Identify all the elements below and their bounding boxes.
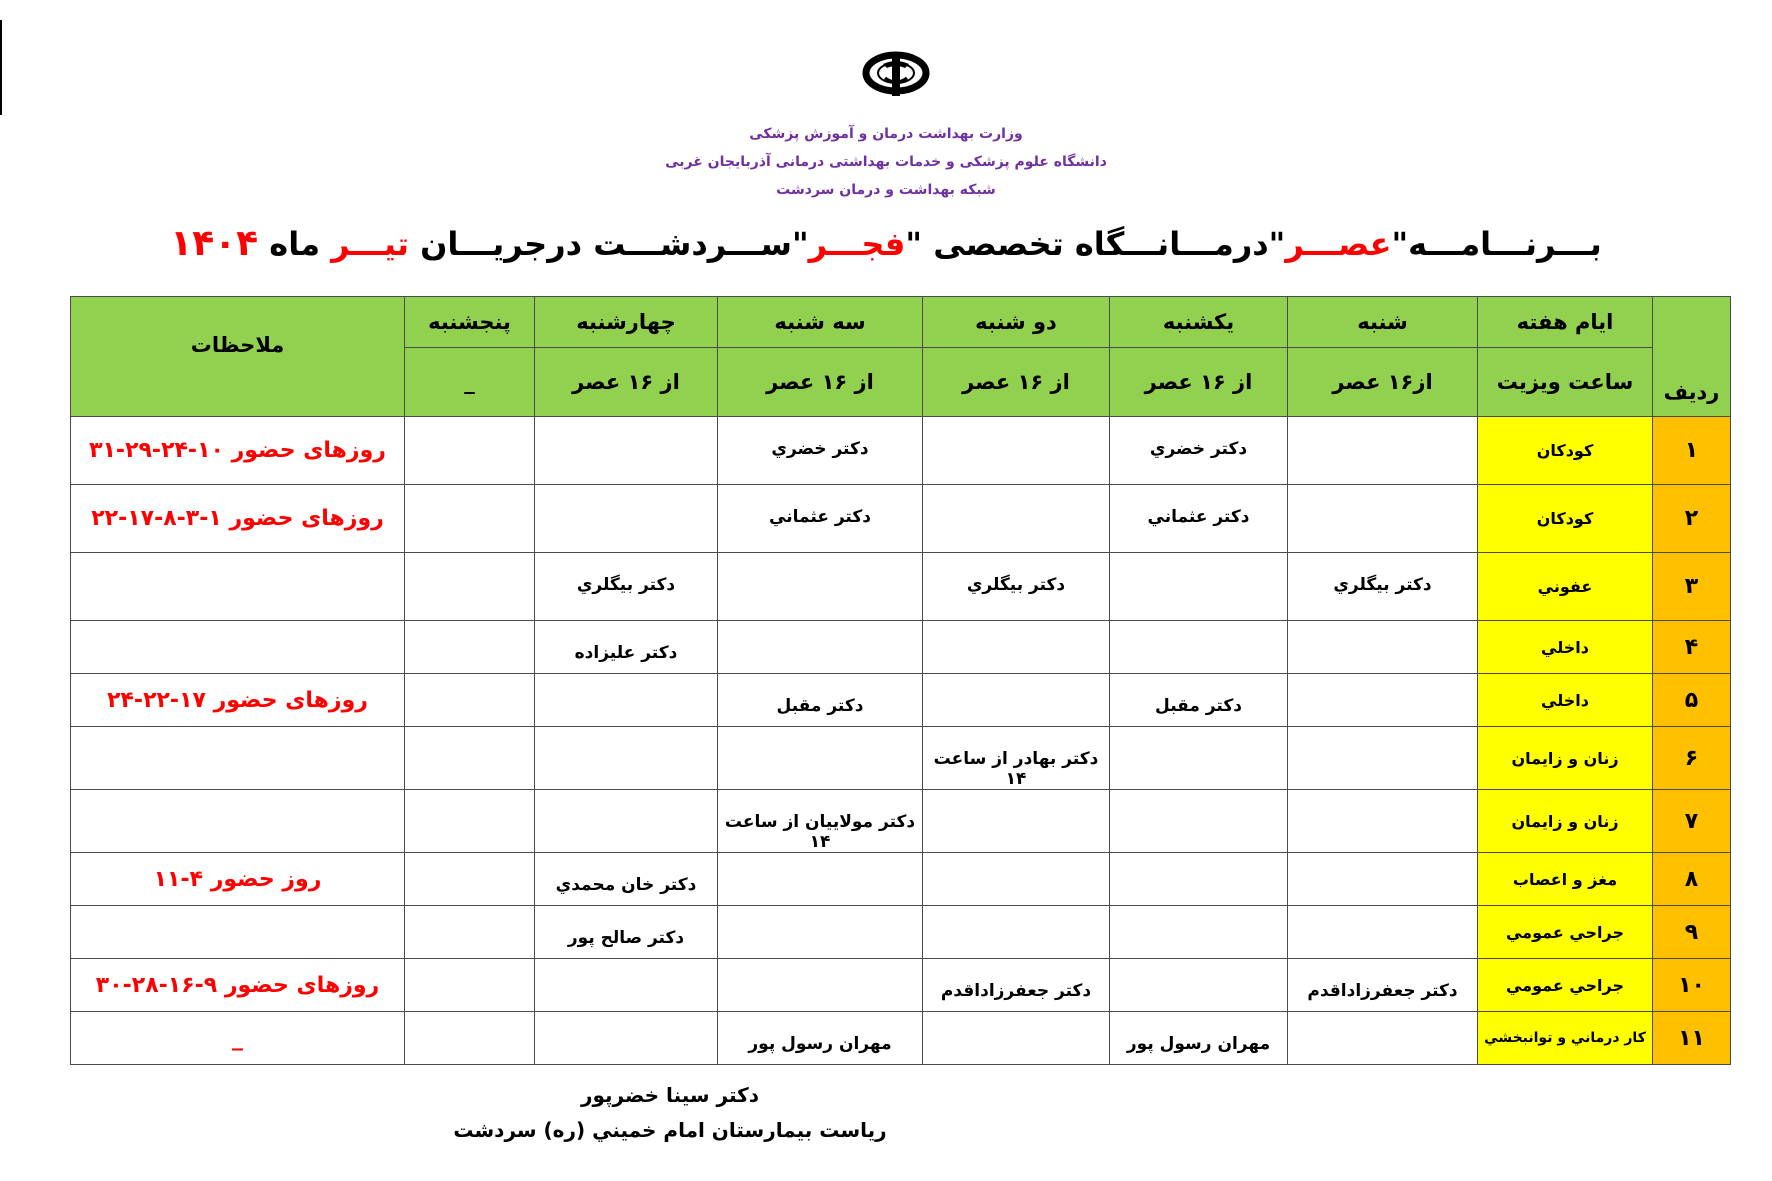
row-number: ۴ <box>1653 621 1731 674</box>
table-row <box>71 621 1731 674</box>
row-number: ۹ <box>1653 906 1731 959</box>
title-shift-word: عصـــر <box>1285 225 1392 263</box>
schedule-cell: دكتر مقبل <box>718 674 923 727</box>
schedule-cell: دكتر مولاييان از ساعت ۱۴ <box>718 790 923 853</box>
attendance-note: روزهای حضور ۹-۱۶-۲۸-۳۰ <box>71 959 405 1012</box>
schedule-cell: دكتر خضري <box>1110 417 1288 485</box>
signature-role: رياست بيمارستان امام خميني (ره) سردشت <box>453 1118 887 1142</box>
clinic-name: داخلي <box>1478 674 1653 727</box>
clinic-name: زنان و زايمان <box>1478 727 1653 790</box>
schedule-cell: دكتر جعفرزاداقدم <box>923 959 1110 1012</box>
schedule-cell <box>1110 621 1288 674</box>
schedule-cell: دكتر مقبل <box>1110 674 1288 727</box>
schedule-cell <box>535 417 718 485</box>
schedule-cell <box>1110 906 1288 959</box>
attendance-note: روزهای حضور ۱-۳-۸-۱۷-۲۲ <box>71 485 405 553</box>
schedule-cell <box>923 853 1110 906</box>
hour-header: از ۱۶ عصر <box>923 348 1110 417</box>
schedule-cell: دكتر عثماني <box>1110 485 1288 553</box>
schedule-cell: دكتر خضري <box>718 417 923 485</box>
schedule-cell <box>923 621 1110 674</box>
schedule-cell <box>535 1012 718 1065</box>
schedule-cell <box>1110 790 1288 853</box>
table-row <box>71 853 1731 906</box>
row-number: ۶ <box>1653 727 1731 790</box>
hour-header: از ۱۶ عصر <box>1110 348 1288 417</box>
row-number: ۵ <box>1653 674 1731 727</box>
schedule-cell <box>1288 727 1478 790</box>
day-header: شنبه <box>1288 297 1478 348</box>
schedule-cell <box>923 906 1110 959</box>
header-line-ministry: وزارت بهداشت درمان و آموزش پزشکی <box>749 126 1023 142</box>
hour-header: از۱۶ عصر <box>1288 348 1478 417</box>
schedule-cell <box>1110 959 1288 1012</box>
title-month: تيـــر <box>331 225 409 263</box>
schedule-cell <box>923 674 1110 727</box>
hour-header: از ۱۶ عصر <box>718 348 923 417</box>
schedule-cell: مهران رسول پور <box>718 1012 923 1065</box>
schedule-cell <box>718 727 923 790</box>
schedule-cell <box>405 553 535 621</box>
days-label-header: ايام هفته <box>1478 297 1653 348</box>
attendance-note <box>71 727 405 790</box>
schedule-cell <box>405 485 535 553</box>
schedule-cell <box>535 485 718 553</box>
clinic-name: داخلي <box>1478 621 1653 674</box>
page-edge-line <box>0 20 2 115</box>
schedule-cell: دكتر صالح پور <box>535 906 718 959</box>
schedule-cell <box>1288 417 1478 485</box>
schedule-cell: دكتر خان محمدي <box>535 853 718 906</box>
schedule-cell <box>535 727 718 790</box>
schedule-cell <box>1288 485 1478 553</box>
schedule-cell <box>405 906 535 959</box>
notes-header: ملاحظات <box>71 297 405 417</box>
attendance-note: روزهای حضور ۱۷-۲۲-۲۴ <box>71 674 405 727</box>
schedule-cell <box>405 727 535 790</box>
schedule-cell <box>405 790 535 853</box>
row-number-header: رديف <box>1653 297 1731 417</box>
row-number: ۳ <box>1653 553 1731 621</box>
day-header: چهارشنبه <box>535 297 718 348</box>
schedule-cell <box>923 417 1110 485</box>
attendance-note: _ <box>71 1012 405 1065</box>
title-part-2: "درمـــانـــگاه تخصصی " <box>905 225 1286 263</box>
attendance-note <box>71 621 405 674</box>
day-header: دو شنبه <box>923 297 1110 348</box>
ministry-emblem-icon <box>861 48 931 100</box>
schedule-cell <box>405 1012 535 1065</box>
schedule-cell <box>718 553 923 621</box>
attendance-note: روزهای حضور ۱۰-۲۴-۲۹-۳۱ <box>71 417 405 485</box>
schedule-cell <box>405 959 535 1012</box>
signature-block <box>380 1078 960 1148</box>
day-header: سه شنبه <box>718 297 923 348</box>
page-title <box>0 222 1772 266</box>
clinic-name: زنان و زايمان <box>1478 790 1653 853</box>
table-row <box>71 790 1731 853</box>
schedule-cell <box>718 853 923 906</box>
row-number: ۲ <box>1653 485 1731 553</box>
day-header: يكشنبه <box>1110 297 1288 348</box>
clinic-name: مغز و اعصاب <box>1478 853 1653 906</box>
title-part-3: "ســـردشـــت درجريـــان <box>408 225 809 263</box>
schedule-cell: دكتر بهادر از ساعت ۱۴ <box>923 727 1110 790</box>
schedule-cell <box>405 621 535 674</box>
day-header: پنجشنبه <box>405 297 535 348</box>
title-clinic-name: فجـــر <box>808 225 906 263</box>
hours-label-header: ساعت ويزيت <box>1478 348 1653 417</box>
row-number: ۱ <box>1653 417 1731 485</box>
schedule-cell <box>1110 853 1288 906</box>
table-row <box>71 674 1731 727</box>
schedule-cell <box>405 853 535 906</box>
table-row <box>71 553 1731 621</box>
row-number: ۷ <box>1653 790 1731 853</box>
schedule-cell: دكتر جعفرزاداقدم <box>1288 959 1478 1012</box>
schedule-cell <box>1288 906 1478 959</box>
title-part-1: بـــرنـــامـــه" <box>1391 225 1602 263</box>
clinic-name: عفوني <box>1478 553 1653 621</box>
schedule-cell: دكتر بيگلري <box>1288 553 1478 621</box>
schedule-cell <box>535 790 718 853</box>
schedule-cell: دكتر عليزاده <box>535 621 718 674</box>
header-line-university: دانشگاه علوم پزشکی و خدمات بهداشتی درمانی آذربایجان غربی <box>665 154 1107 170</box>
clinic-name: جراحي عمومي <box>1478 959 1653 1012</box>
schedule-cell <box>405 417 535 485</box>
hour-header: از ۱۶ عصر <box>535 348 718 417</box>
schedule-cell <box>1110 553 1288 621</box>
ministry-header <box>0 120 1772 204</box>
schedule-table <box>70 296 1731 1065</box>
table-row <box>71 485 1731 553</box>
schedule-cell: دكتر عثماني <box>718 485 923 553</box>
table-row <box>71 417 1731 485</box>
clinic-name: كودكان <box>1478 417 1653 485</box>
table-row <box>71 906 1731 959</box>
clinic-name: جراحي عمومي <box>1478 906 1653 959</box>
schedule-cell: مهران رسول پور <box>1110 1012 1288 1065</box>
table-row <box>71 1012 1731 1065</box>
schedule-cell <box>923 790 1110 853</box>
schedule-cell <box>535 674 718 727</box>
schedule-cell <box>405 674 535 727</box>
attendance-note <box>71 790 405 853</box>
row-number: ۱۰ <box>1653 959 1731 1012</box>
schedule-cell <box>923 485 1110 553</box>
title-year: ۱۴۰۴ <box>170 223 259 264</box>
table-row <box>71 959 1731 1012</box>
attendance-note <box>71 906 405 959</box>
schedule-cell <box>718 959 923 1012</box>
schedule-cell <box>1110 727 1288 790</box>
schedule-cell: دكتر بيگلري <box>535 553 718 621</box>
clinic-name: كار درماني و توانبخشي <box>1478 1012 1653 1065</box>
schedule-cell <box>1288 621 1478 674</box>
attendance-note <box>71 553 405 621</box>
title-part-4: ماه <box>258 225 332 263</box>
schedule-cell <box>718 621 923 674</box>
table-row <box>71 727 1731 790</box>
clinic-name: كودكان <box>1478 485 1653 553</box>
schedule-cell <box>1288 674 1478 727</box>
schedule-cell <box>718 906 923 959</box>
signature-name: دكتر سينا خضرپور <box>580 1083 760 1107</box>
schedule-cell <box>1288 1012 1478 1065</box>
schedule-body <box>71 417 1731 1065</box>
attendance-note: روز حضور ۴-۱۱ <box>71 853 405 906</box>
hour-header: _ <box>405 348 535 417</box>
schedule-cell: دكتر بيگلري <box>923 553 1110 621</box>
header-line-network: شبکه بهداشت و درمان سردشت <box>776 182 996 198</box>
schedule-cell <box>1288 853 1478 906</box>
row-number: ۱۱ <box>1653 1012 1731 1065</box>
schedule-cell <box>1288 790 1478 853</box>
schedule-cell <box>535 959 718 1012</box>
schedule-cell <box>923 1012 1110 1065</box>
header-row-days <box>71 297 1731 348</box>
row-number: ۸ <box>1653 853 1731 906</box>
